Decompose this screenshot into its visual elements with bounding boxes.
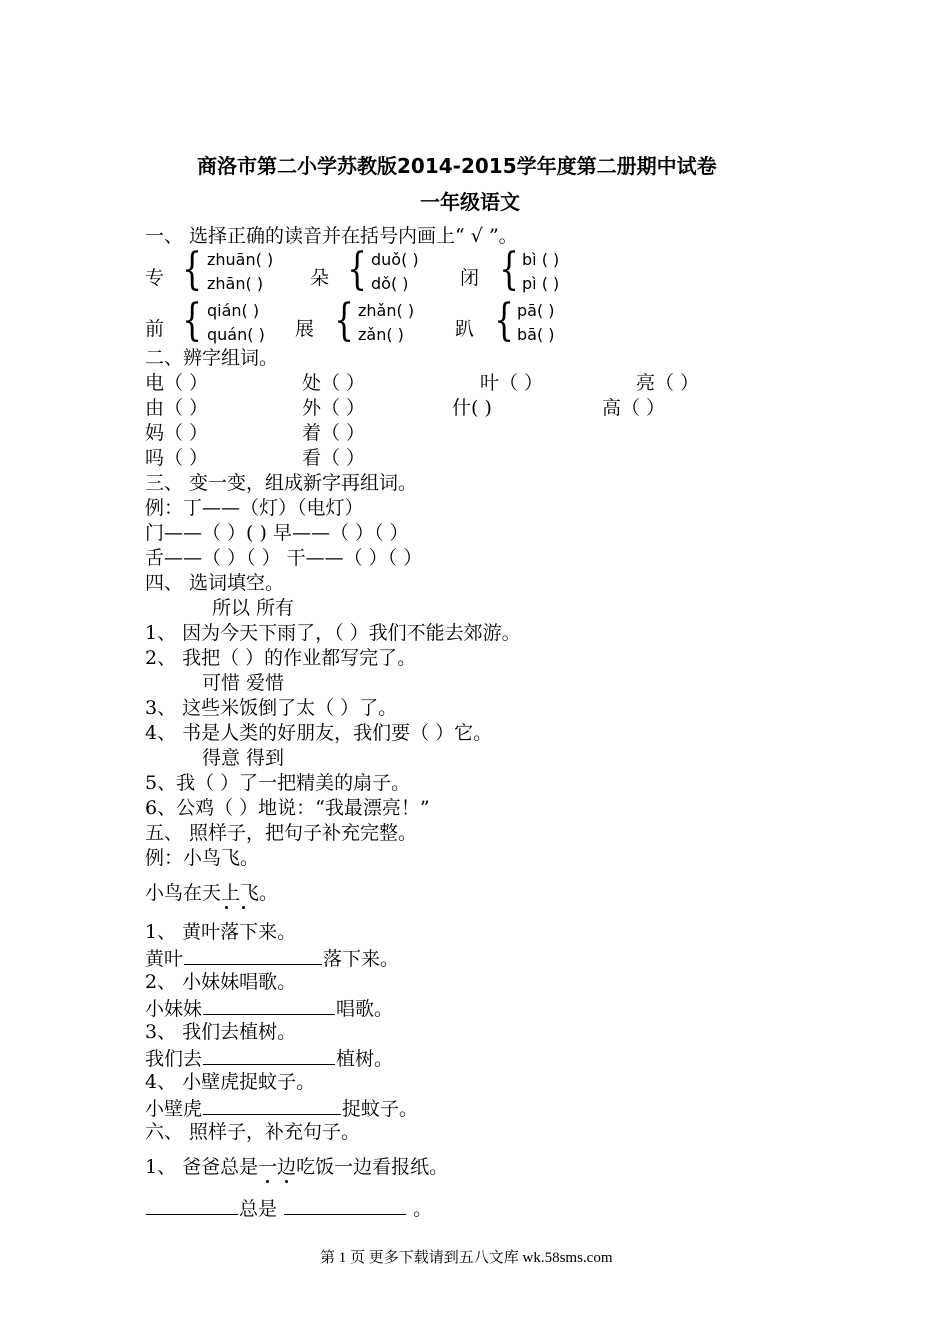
emphasis-dot bbox=[225, 906, 228, 909]
answer-suffix: 落下来。 bbox=[323, 948, 400, 970]
section1-heading: 一、 选择正确的读音并在括号内画上“ √ ”。 bbox=[145, 225, 518, 247]
example-line: 小鸟在天上飞。 bbox=[145, 882, 279, 904]
example-line: 例：丁——（灯）（电灯） bbox=[145, 497, 364, 519]
answer-line[interactable] bbox=[145, 1045, 393, 1071]
word-blank[interactable]: 外（ ） bbox=[302, 397, 366, 419]
question-line: 4、 小壁虎捉蚊子。 bbox=[145, 1071, 316, 1093]
answer-prefix: 小壁虎 bbox=[145, 1098, 203, 1120]
word-blank[interactable]: 叶（ ） bbox=[480, 372, 544, 394]
answer-prefix: 黄叶 bbox=[145, 948, 184, 970]
answer-line[interactable] bbox=[145, 1095, 418, 1121]
pinyin-option[interactable]: zhuān( ) bbox=[207, 250, 274, 269]
exercise-line[interactable]: 门——（ ）( ) 早——（ ）（ ） bbox=[145, 522, 409, 544]
pinyin-option[interactable]: pì ( ) bbox=[522, 274, 560, 293]
answer-line[interactable] bbox=[145, 1195, 432, 1221]
question-line: 1、 爸爸总是一边吃饭一边看报纸。 bbox=[145, 1156, 449, 1178]
answer-suffix: 植树。 bbox=[336, 1048, 394, 1070]
pinyin-option[interactable]: qián( ) bbox=[207, 301, 260, 320]
word-blank[interactable]: 由（ ） bbox=[145, 397, 209, 419]
pinyin-option[interactable]: quán( ) bbox=[207, 325, 265, 344]
pinyin-option[interactable]: bì ( ) bbox=[522, 250, 560, 269]
brace-icon: { bbox=[182, 244, 202, 295]
section3-heading: 三、 变一变，组成新字再组词。 bbox=[145, 472, 418, 494]
answer-blank[interactable] bbox=[184, 945, 322, 965]
section4-heading: 四、 选词填空。 bbox=[145, 572, 285, 594]
answer-suffix: 唱歌。 bbox=[336, 998, 394, 1020]
answer-mid: 总是 bbox=[239, 1198, 278, 1220]
page-subtitle: 一年级语文 bbox=[420, 190, 520, 214]
answer-blank[interactable] bbox=[284, 1195, 406, 1215]
word-blank[interactable]: 亮（ ） bbox=[636, 372, 700, 394]
pinyin-char: 展 bbox=[295, 318, 315, 340]
word-choices: 所以 所有 bbox=[212, 597, 295, 619]
pinyin-option[interactable]: dǒ( ) bbox=[371, 274, 409, 293]
answer-blank[interactable] bbox=[146, 1195, 238, 1215]
question-line: 1、 黄叶落下来。 bbox=[145, 921, 297, 943]
word-choices: 得意 得到 bbox=[202, 747, 285, 769]
answer-blank[interactable] bbox=[203, 1095, 341, 1115]
question-line[interactable]: 3、 这些米饭倒了太（ ）了。 bbox=[145, 697, 398, 719]
section5-heading: 五、 照样子，把句子补充完整。 bbox=[145, 822, 418, 844]
pinyin-char: 前 bbox=[145, 318, 165, 340]
word-blank[interactable]: 什( ) bbox=[452, 397, 492, 419]
pinyin-option[interactable]: bā( ) bbox=[517, 325, 555, 344]
brace-icon: { bbox=[182, 295, 202, 346]
example-line: 例：小鸟飞。 bbox=[145, 847, 260, 869]
pinyin-char: 朵 bbox=[310, 267, 330, 289]
pinyin-option[interactable]: pā( ) bbox=[517, 301, 555, 320]
page-title: 商洛市第二小学苏教版2014-2015学年度第二册期中试卷 bbox=[197, 154, 717, 178]
question-line[interactable]: 5、我（ ）了一把精美的扇子。 bbox=[145, 772, 411, 794]
brace-icon: { bbox=[494, 295, 514, 346]
section6-heading: 六、 照样子，补充句子。 bbox=[145, 1121, 361, 1143]
pinyin-option[interactable]: zhān( ) bbox=[207, 274, 264, 293]
question-line: 3、 我们去植树。 bbox=[145, 1021, 297, 1043]
word-blank[interactable]: 妈（ ） bbox=[145, 422, 209, 444]
page-footer: 第 1 页 更多下载请到五八文库 wk.58sms.com bbox=[320, 1250, 613, 1266]
pinyin-char: 趴 bbox=[455, 318, 475, 340]
pinyin-option[interactable]: zǎn( ) bbox=[358, 325, 404, 344]
pinyin-char: 专 bbox=[145, 267, 165, 289]
word-blank[interactable]: 着（ ） bbox=[302, 422, 366, 444]
exercise-line[interactable]: 舌——（ ）（ ） 干——（ ）（ ） bbox=[145, 547, 423, 569]
word-blank[interactable]: 看（ ） bbox=[302, 447, 366, 469]
word-choices: 可惜 爱惜 bbox=[202, 672, 285, 694]
answer-line[interactable] bbox=[145, 945, 399, 971]
answer-suffix: 捉蚊子。 bbox=[342, 1098, 419, 1120]
answer-line[interactable] bbox=[145, 995, 393, 1021]
answer-prefix: 我们去 bbox=[145, 1048, 203, 1070]
question-line[interactable]: 4、 书是人类的好朋友，我们要（ ）它。 bbox=[145, 722, 493, 744]
section2-heading: 二、辨字组词。 bbox=[145, 347, 279, 369]
question-line[interactable]: 1、 因为今天下雨了，（ ）我们不能去郊游。 bbox=[145, 622, 521, 644]
brace-icon: { bbox=[347, 244, 367, 295]
emphasis-dot bbox=[242, 906, 245, 909]
question-line: 2、 小妹妹唱歌。 bbox=[145, 971, 297, 993]
word-blank[interactable]: 高（ ） bbox=[602, 397, 666, 419]
pinyin-option[interactable]: duǒ( ) bbox=[371, 250, 419, 269]
pinyin-char: 闭 bbox=[460, 267, 480, 289]
brace-icon: { bbox=[334, 295, 354, 346]
question-line[interactable]: 6、公鸡（ ）地说：“我最漂亮！” bbox=[145, 797, 430, 819]
brace-icon: { bbox=[499, 244, 519, 295]
question-line[interactable]: 2、 我把（ ）的作业都写完了。 bbox=[145, 647, 417, 669]
emphasis-dot bbox=[285, 1180, 288, 1183]
word-blank[interactable]: 处（ ） bbox=[302, 372, 366, 394]
pinyin-option[interactable]: zhǎn( ) bbox=[358, 301, 415, 320]
answer-blank[interactable] bbox=[203, 995, 335, 1015]
word-blank[interactable]: 电（ ） bbox=[145, 372, 209, 394]
answer-prefix: 小妹妹 bbox=[145, 998, 203, 1020]
answer-blank[interactable] bbox=[203, 1045, 335, 1065]
answer-end: 。 bbox=[413, 1198, 433, 1220]
emphasis-dot bbox=[266, 1180, 269, 1183]
word-blank[interactable]: 吗（ ） bbox=[145, 447, 209, 469]
